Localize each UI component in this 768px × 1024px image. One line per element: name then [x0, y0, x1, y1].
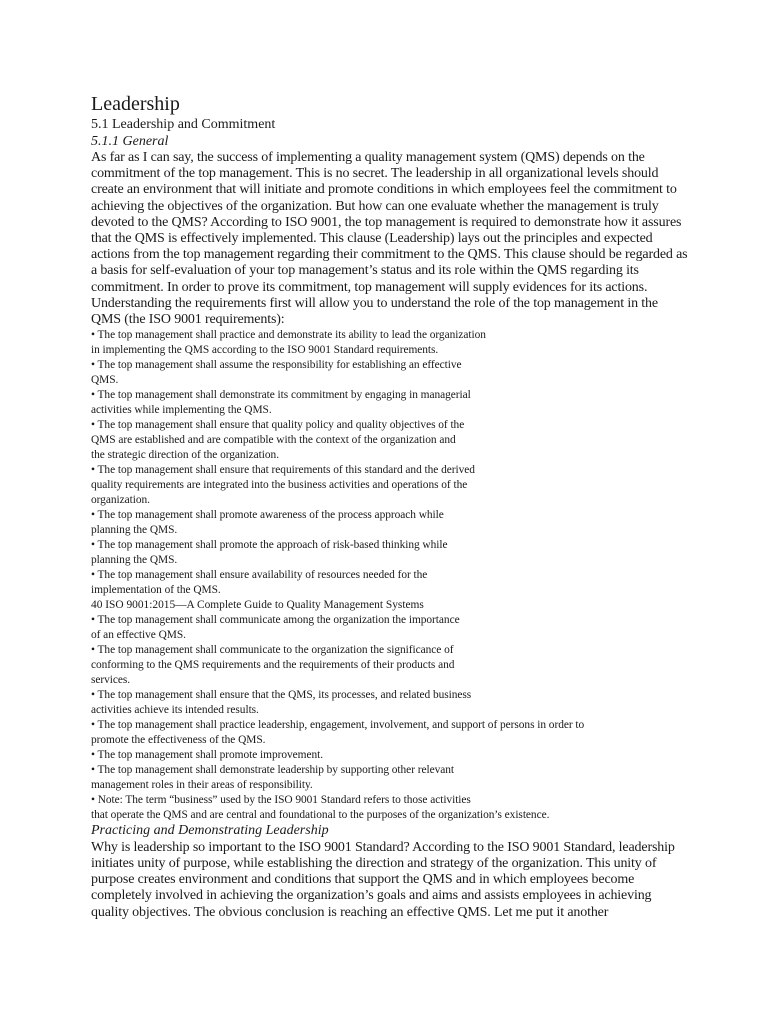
- section2-paragraph: Why is leadership so important to the ISO 9001 Standard? According to the ISO 9001 Standard, leadership initiates unity of purpose, while establishing the direction and strategy of the organization. This unity of purpose creates environment and conditions that support the QMS and in which employees become completely involved in achieving the organization’s goals and aims and assists employees in achieving quality objectives. The obvious conclusion is reaching an effective QMS. Let me put it another: [91, 839, 675, 920]
- section2-heading: Practicing and Demonstrating Leadership: [91, 823, 329, 839]
- list-item: • The top management shall demonstrate leadership by supporting other relevant management roles in their areas of responsibility.: [91, 764, 455, 792]
- list-item: • Note: The term “business” used by the ISO 9001 Standard refers to those activities that operate the QMS and are central and foundational to the purposes of the organization’s existence.: [91, 794, 550, 822]
- page-running-footer: 40 ISO 9001:2015—A Complete Guide to Quality Management Systems: [91, 599, 424, 612]
- list-item: • The top management shall demonstrate its commitment by engaging in managerial activities while implementing the QMS.: [91, 389, 471, 417]
- list-item: • The top management shall ensure that quality policy and quality objectives of the QMS are established and are compatible with the context of the organization and the strategic direction of the organization.: [91, 419, 465, 462]
- section-title: 5.1 Leadership and Commitment: [91, 117, 276, 132]
- list-item: • The top management shall ensure availability of resources needed for the implementation of the QMS.: [91, 569, 428, 597]
- list-item: • The top management shall ensure that requirements of this standard and the derived quality requirements are integrated into the business activities and operations of the organization.: [91, 464, 475, 507]
- requirements-list-part2: [91, 613, 691, 823]
- list-item: • The top management shall communicate to the organization the significance of conforming to the QMS requirements and the requirements of their products and services.: [91, 644, 455, 687]
- list-item: • The top management shall assume the responsibility for establishing an effective QMS.: [91, 359, 462, 387]
- document-page: [91, 92, 691, 921]
- intro-paragraph: As far as I can say, the success of implementing a quality management system (QMS) depends on the commitment of the top management. This is no secret. The leadership in all organizational levels should create an environment that will initiate and promote conditions in which employees feel the commitment to achieving the objectives of the organization. But how can one evaluate whether the management is truly devoted to the QMS? According to ISO 9001, the top management is required to demonstrate how it assures that the QMS is effectively implemented. This clause (Leadership) lays out the principles and expected actions from the top management regarding their commitment to the QMS. This clause should be regarded as a basis for self-evaluation of your top management’s status and its role within the QMS regarding its commitment. In order to prove its commitment, top management will supply evidences for its actions. Understanding the requirements first will allow you to understand the role of the top management in the QMS (the ISO 9001 requirements):: [91, 150, 688, 328]
- list-item: • The top management shall practice leadership, engagement, involvement, and support of persons in order to promote the effectiveness of the QMS.: [91, 719, 585, 747]
- page-title: Leadership: [91, 93, 180, 115]
- list-item: • The top management shall promote the approach of risk-based thinking while planning the QMS.: [91, 539, 448, 567]
- requirements-list-part1: [91, 328, 691, 598]
- list-item: • The top management shall promote improvement.: [91, 749, 324, 762]
- list-item: • The top management shall promote awareness of the process approach while planning the QMS.: [91, 509, 444, 537]
- list-item: • The top management shall practice and demonstrate its ability to lead the organization in implementing the QMS according to the ISO 9001 Standard requirements.: [91, 329, 486, 357]
- subsection-title: 5.1.1 General: [91, 134, 169, 149]
- list-item: • The top management shall ensure that the QMS, its processes, and related business activities achieve its intended results.: [91, 689, 472, 717]
- list-item: • The top management shall communicate among the organization the importance of an effective QMS.: [91, 614, 460, 642]
